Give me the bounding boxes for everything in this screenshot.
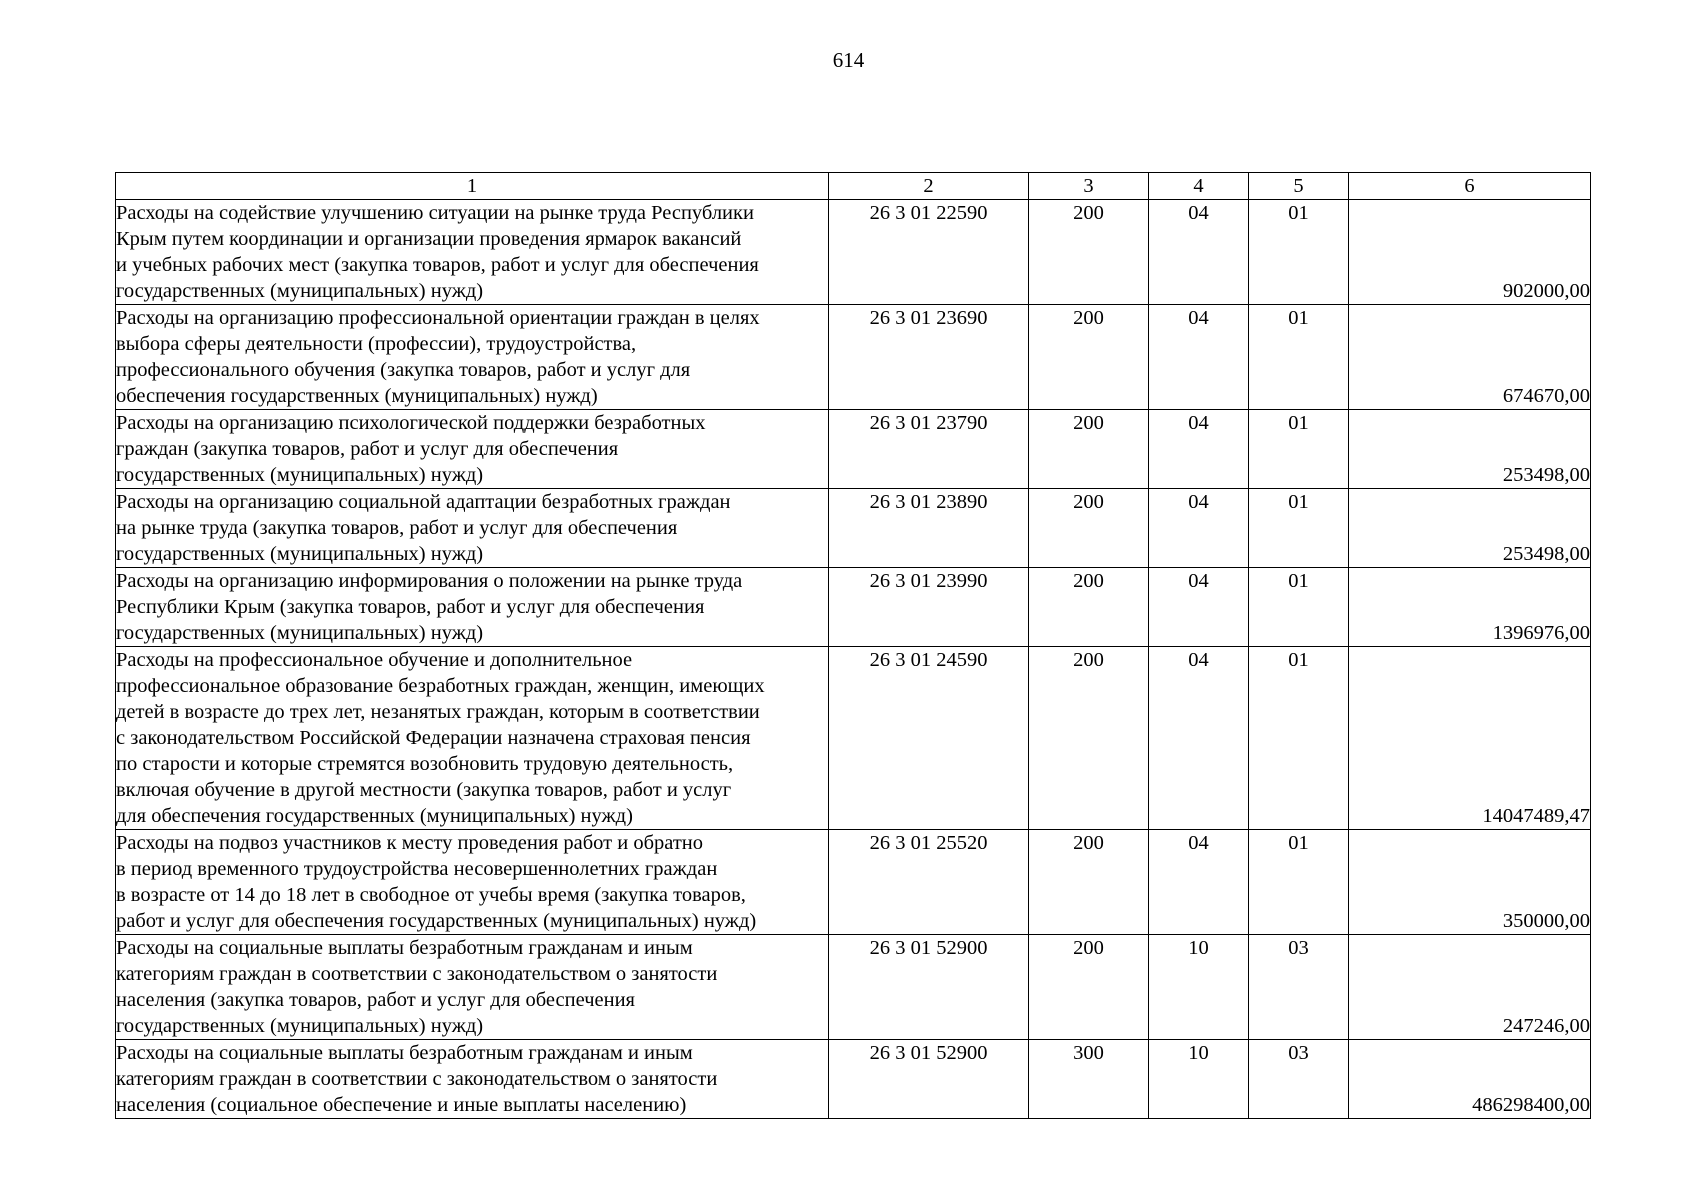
amount-cell: 14047489,47: [1349, 647, 1591, 830]
amount-cell: 902000,00: [1349, 200, 1591, 305]
expense-type-cell: 200: [1029, 200, 1149, 305]
subsection-cell: 03: [1249, 1040, 1349, 1119]
description-cell: Расходы на профессиональное обучение и дополнительное профессиональное образование безработных граждан, женщин, имеющих детей в возрасте до трех лет, незанятых граждан, которым в соответствии с законодательством Российской Федерации назначена страховая пенсия по старости и которые стремятся возобновить трудовую деятельность, включая обучение в другой местности (закупка товаров, работ и услуг для обеспечения государственных (муниципальных) нужд): [116, 647, 829, 830]
table-row: [116, 568, 1591, 647]
description-cell: Расходы на организацию информирования о положении на рынке труда Республики Крым (закупка товаров, работ и услуг для обеспечения государственных (муниципальных) нужд): [116, 568, 829, 647]
expense-type-cell: 300: [1029, 1040, 1149, 1119]
amount-cell: 253498,00: [1349, 489, 1591, 568]
table-row: [116, 489, 1591, 568]
description-cell: Расходы на организацию профессиональной ориентации граждан в целях выбора сферы деятельности (профессии), трудоустройства, профессионального обучения (закупка товаров, работ и услуг для обеспечения государственных (муниципальных) нужд): [116, 305, 829, 410]
section-cell: 04: [1149, 305, 1249, 410]
table-header-row: [116, 173, 1591, 200]
table-row: [116, 410, 1591, 489]
header-cell: 2: [829, 173, 1029, 200]
header-cell: 1: [116, 173, 829, 200]
description-cell: Расходы на организацию психологической поддержки безработных граждан (закупка товаров, работ и услуг для обеспечения государственных (муниципальных) нужд): [116, 410, 829, 489]
table-row: [116, 647, 1591, 830]
page-number: 614: [832, 48, 865, 72]
subsection-cell: 01: [1249, 410, 1349, 489]
header-cell: 4: [1149, 173, 1249, 200]
section-cell: 04: [1149, 489, 1249, 568]
section-cell: 10: [1149, 1040, 1249, 1119]
table-row: [116, 305, 1591, 410]
amount-cell: 1396976,00: [1349, 568, 1591, 647]
subsection-cell: 03: [1249, 935, 1349, 1040]
amount-cell: 486298400,00: [1349, 1040, 1591, 1119]
header-cell: 5: [1249, 173, 1349, 200]
code-cell: 26 3 01 23690: [829, 305, 1029, 410]
amount-cell: 350000,00: [1349, 830, 1591, 935]
expense-type-cell: 200: [1029, 489, 1149, 568]
section-cell: 04: [1149, 647, 1249, 830]
description-cell: Расходы на содействие улучшению ситуации на рынке труда Республики Крым путем координации и организации проведения ярмарок вакансий и учебных рабочих мест (закупка товаров, работ и услуг для обеспечения государственных (муниципальных) нужд): [116, 200, 829, 305]
subsection-cell: 01: [1249, 568, 1349, 647]
table-row: [116, 830, 1591, 935]
expense-type-cell: 200: [1029, 935, 1149, 1040]
section-cell: 04: [1149, 830, 1249, 935]
code-cell: 26 3 01 52900: [829, 1040, 1029, 1119]
header-cell: 3: [1029, 173, 1149, 200]
expense-type-cell: 200: [1029, 647, 1149, 830]
amount-cell: 253498,00: [1349, 410, 1591, 489]
amount-cell: 674670,00: [1349, 305, 1591, 410]
subsection-cell: 01: [1249, 830, 1349, 935]
section-cell: 04: [1149, 568, 1249, 647]
description-cell: Расходы на организацию социальной адаптации безработных граждан на рынке труда (закупка товаров, работ и услуг для обеспечения государственных (муниципальных) нужд): [116, 489, 829, 568]
description-cell: Расходы на социальные выплаты безработным гражданам и иным категориям граждан в соответствии с законодательством о занятости населения (социальное обеспечение и иные выплаты населению): [116, 1040, 829, 1119]
description-cell: Расходы на подвоз участников к месту проведения работ и обратно в период временного трудоустройства несовершеннолетних граждан в возрасте от 14 до 18 лет в свободное от учебы время (закупка товаров, работ и услуг для обеспечения государственных (муниципальных) нужд): [116, 830, 829, 935]
code-cell: 26 3 01 22590: [829, 200, 1029, 305]
subsection-cell: 01: [1249, 305, 1349, 410]
table-row: [116, 200, 1591, 305]
code-cell: 26 3 01 23890: [829, 489, 1029, 568]
subsection-cell: 01: [1249, 647, 1349, 830]
expense-type-cell: 200: [1029, 305, 1149, 410]
code-cell: 26 3 01 25520: [829, 830, 1029, 935]
code-cell: 26 3 01 24590: [829, 647, 1029, 830]
expense-type-cell: 200: [1029, 830, 1149, 935]
section-cell: 04: [1149, 200, 1249, 305]
header-cell: 6: [1349, 173, 1591, 200]
section-cell: 04: [1149, 410, 1249, 489]
budget-table: [115, 172, 1591, 1119]
subsection-cell: 01: [1249, 489, 1349, 568]
subsection-cell: 01: [1249, 200, 1349, 305]
expense-type-cell: 200: [1029, 568, 1149, 647]
description-cell: Расходы на социальные выплаты безработным гражданам и иным категориям граждан в соответствии с законодательством о занятости населения (закупка товаров, работ и услуг для обеспечения государственных (муниципальных) нужд): [116, 935, 829, 1040]
section-cell: 10: [1149, 935, 1249, 1040]
code-cell: 26 3 01 23990: [829, 568, 1029, 647]
amount-cell: 247246,00: [1349, 935, 1591, 1040]
table-row: [116, 935, 1591, 1040]
code-cell: 26 3 01 52900: [829, 935, 1029, 1040]
code-cell: 26 3 01 23790: [829, 410, 1029, 489]
table-row: [116, 1040, 1591, 1119]
expense-type-cell: 200: [1029, 410, 1149, 489]
